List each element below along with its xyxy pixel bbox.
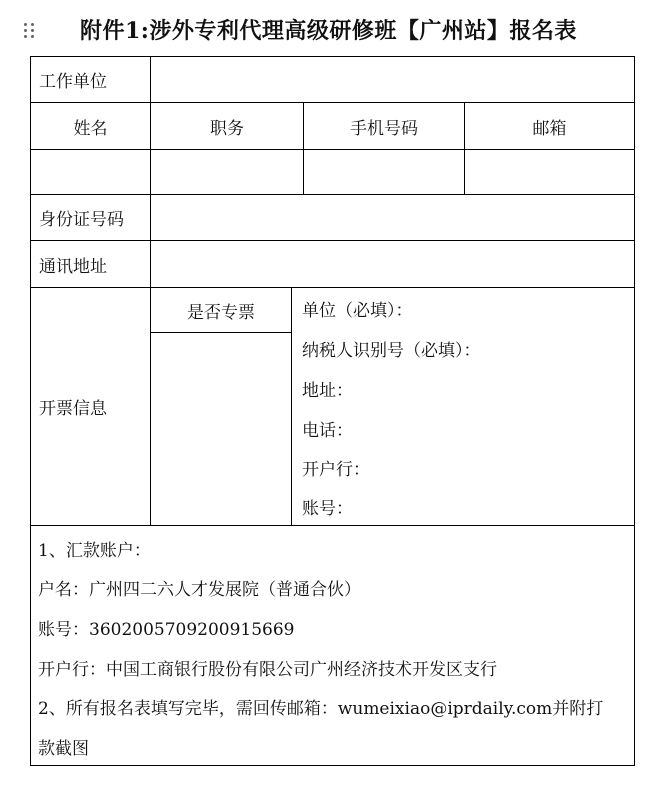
notes-account-number: 账号：3602005709200915669 — [38, 620, 295, 640]
registration-form-table — [30, 56, 635, 766]
name-header: 姓名 — [30, 102, 151, 150]
page-title: 附件1:涉外专利代理高级研修班【广州站】报名表 — [80, 18, 577, 44]
invoice-label: 开票信息 — [30, 287, 151, 526]
email-field[interactable] — [464, 149, 635, 195]
invoice-field-account: 账号： — [302, 499, 353, 519]
name-field[interactable] — [30, 149, 151, 195]
invoice-field-phone: 电话： — [302, 421, 353, 441]
email-header: 邮箱 — [464, 102, 635, 150]
drag-handle-icon[interactable] — [24, 23, 38, 41]
notes-section — [30, 525, 635, 766]
work-unit-label: 工作单位 — [30, 56, 151, 103]
id-number-label: 身份证号码 — [30, 194, 151, 241]
notes-remittance-heading: 1、汇款账户： — [38, 541, 151, 561]
special-invoice-header: 是否专票 — [150, 287, 292, 333]
notes-bank-name: 开户行：中国工商银行股份有限公司广州经济技术开发区支行 — [38, 660, 497, 680]
notes-account-name: 户名：广州四二六人才发展院（普通合伙） — [38, 580, 361, 600]
position-field[interactable] — [150, 149, 304, 195]
notes-email-instruction-cont: 款截图 — [38, 739, 89, 759]
id-number-field[interactable] — [150, 194, 635, 241]
position-header: 职务 — [150, 102, 304, 150]
invoice-field-unit: 单位（必填）： — [302, 301, 413, 321]
address-label: 通讯地址 — [30, 240, 151, 288]
invoice-field-taxpayer-id: 纳税人识别号（必填）： — [302, 341, 481, 361]
invoice-field-address: 地址： — [302, 381, 353, 401]
phone-field[interactable] — [303, 149, 465, 195]
notes-email-instruction: 2、所有报名表填写完毕，需回传邮箱：wumeixiao@iprdaily.com并附打 — [38, 699, 604, 719]
address-field[interactable] — [150, 240, 635, 288]
phone-header: 手机号码 — [303, 102, 465, 150]
invoice-details-field[interactable] — [291, 287, 635, 526]
special-invoice-field[interactable] — [150, 332, 292, 526]
work-unit-field[interactable] — [150, 56, 635, 103]
invoice-field-bank: 开户行： — [302, 460, 370, 480]
